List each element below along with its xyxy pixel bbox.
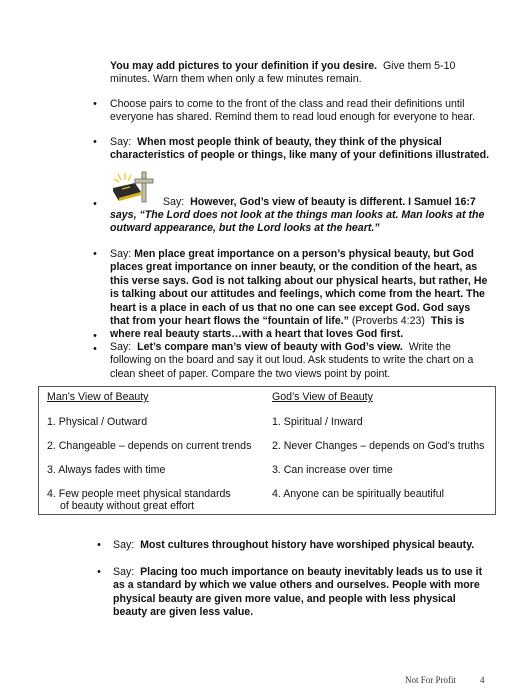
gods-view-text-2: says, “The Lord does not look at the things man looks at. Man looks at the bbox=[110, 209, 485, 221]
table-header-mans-view: Man’s View of Beauty bbox=[47, 391, 149, 403]
gods-view-text-3: outward appearance, but the Lord looks at the heart.” bbox=[110, 222, 380, 234]
intro-line-2: minutes. Warn them when only a few minutes remain. bbox=[110, 73, 362, 86]
table-row-right-1: 1. Spiritual / Inward bbox=[272, 416, 363, 428]
bullet: • bbox=[93, 248, 97, 260]
bullet: • bbox=[93, 98, 97, 110]
table-row-left-1: 1. Physical / Outward bbox=[47, 416, 148, 428]
value-line-1: Placing too much importance on beauty inevitably leads us to use it bbox=[140, 566, 483, 578]
proverbs-ref: (Proverbs 4:23) bbox=[351, 315, 425, 328]
table-row-left-2: 2. Changeable – depends on current trends bbox=[47, 440, 252, 452]
item-worship bbox=[113, 539, 503, 552]
inner-beauty-line-5: heart is a place in each of us that no one can see except God. God says bbox=[110, 301, 471, 314]
inner-beauty-line-6b: This is bbox=[430, 315, 465, 328]
bullet: • bbox=[93, 330, 97, 342]
footer-text: Not For Profit bbox=[405, 675, 457, 685]
item-say-beauty bbox=[110, 136, 490, 163]
table-row-left-3: 3. Always fades with time bbox=[47, 464, 166, 476]
table-row-right-2: 2. Never Changes – depends on God’s truths bbox=[272, 440, 485, 452]
say-label: Say: bbox=[113, 539, 135, 551]
bullet: • bbox=[97, 539, 101, 551]
compare-rest: Write the bbox=[408, 341, 451, 353]
page-number: 4 bbox=[480, 675, 485, 685]
inner-beauty-line-3: this verse says. God is not talking about our physical hearts, but rather, He bbox=[110, 274, 488, 287]
intro-bold: You may add pictures to your definition if you desire. bbox=[110, 60, 378, 72]
item-inner-beauty bbox=[110, 248, 500, 342]
beauty-comparison-table bbox=[38, 386, 496, 515]
say-label: Say: bbox=[110, 136, 132, 148]
item-say-beauty-line-1: When most people think of beauty, they think of the physical bbox=[137, 136, 442, 148]
bullet: • bbox=[93, 343, 97, 355]
bullet: • bbox=[93, 136, 97, 148]
table-row-right-4: 4. Anyone can be spiritually beautiful bbox=[272, 488, 444, 500]
item-value bbox=[113, 566, 503, 620]
item-pairs-line-1: Choose pairs to come to the front of the class and read their definitions until bbox=[110, 98, 465, 110]
bullet: • bbox=[93, 198, 97, 210]
compare-line-2: following on the board and say it out loud. Ask students to write the chart on a bbox=[110, 354, 474, 367]
say-label: Say: bbox=[163, 196, 185, 208]
table-row-right-3: 3. Can increase over time bbox=[272, 464, 393, 476]
inner-beauty-line-6: that from your heart flows the “fountain of life.” bbox=[110, 315, 349, 328]
say-label: Say: bbox=[113, 566, 135, 578]
compare-bold: Let’s compare man’s view of beauty with God’s view. bbox=[137, 341, 403, 353]
say-label: Say: bbox=[110, 341, 132, 353]
inner-beauty-line-4: is talking about our attitudes and feelings, which come from the heart. The bbox=[110, 288, 485, 301]
gods-view-text-1: However, God’s view of beauty is different. I Samuel 16:7 bbox=[190, 196, 476, 208]
item-pairs bbox=[110, 98, 490, 125]
inner-beauty-line-1: Men place great importance on a person’s physical beauty, but God bbox=[134, 248, 474, 260]
item-gods-view-line-1 bbox=[163, 196, 503, 209]
item-say-beauty-line-2: characteristics of people or things, like many of your definitions illustrated. bbox=[110, 149, 490, 162]
table-header-gods-view: God’s View of Beauty bbox=[272, 391, 373, 403]
item-compare bbox=[110, 341, 500, 381]
inner-beauty-line-2: places great importance on inner beauty, or the condition of the heart, as bbox=[110, 261, 478, 274]
table-row-left-4: 4. Few people meet physical standards bbox=[47, 488, 231, 500]
value-line-2: as a standard by which we value others and ourselves. People with more bbox=[113, 579, 480, 592]
compare-line-3: clean sheet of paper. Compare the two views point by point. bbox=[110, 367, 391, 380]
intro-paragraph bbox=[110, 60, 490, 87]
table-row-left-4b: of beauty without great effort bbox=[60, 500, 195, 512]
inner-beauty-line-7: where real beauty starts…with a heart that loves God first. bbox=[110, 328, 404, 341]
bible-cross-icon bbox=[110, 170, 162, 204]
item-pairs-line-2: everyone has shared. Remind them to read loud enough for everyone to hear. bbox=[110, 111, 476, 124]
intro-rest: Give them 5-10 bbox=[382, 60, 456, 72]
say-label: Say: bbox=[110, 248, 132, 260]
item-gods-view-line-2 bbox=[110, 209, 500, 222]
worship-text: Most cultures throughout history have worshiped physical beauty. bbox=[140, 539, 475, 551]
value-line-3: physical beauty are given more value, and people with less physical bbox=[113, 592, 456, 605]
value-line-4: beauty are given less value. bbox=[113, 606, 254, 619]
bullet: • bbox=[97, 566, 101, 578]
item-gods-view-line-3 bbox=[110, 222, 500, 235]
